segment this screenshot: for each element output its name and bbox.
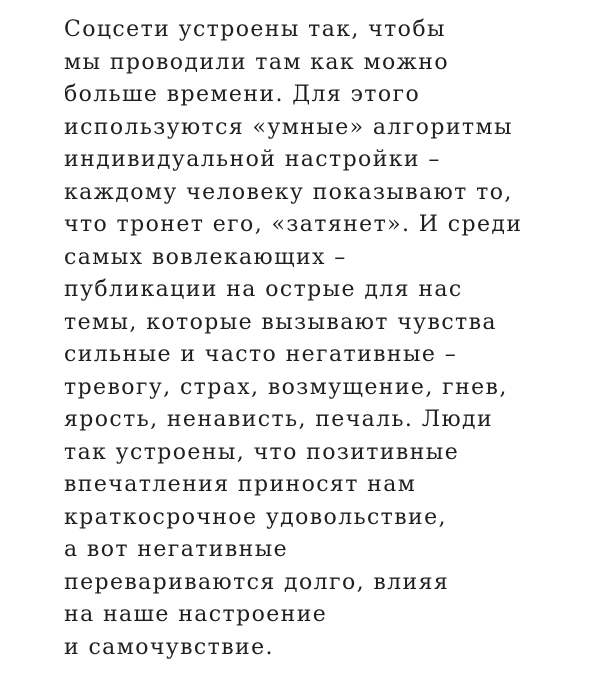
text-line-7: что тронет его, «затянет». И среди [64, 212, 523, 237]
text-line-11: сильные и часто негативные – [64, 342, 458, 367]
text-line-16: краткосрочное удовольствие, [64, 504, 447, 530]
text-line-6: каждому человеку показывают то, [64, 179, 513, 205]
text-line-19: на наше настроение [64, 602, 328, 627]
text-line-10: темы, которые вызывают чувства [64, 309, 497, 335]
text-line-5: индивидуальной настройки – [64, 147, 441, 172]
text-line-1: Соцсети устроены так, чтобы [64, 17, 446, 42]
text-line-12: тревогу, страх, возмущение, гнев, [64, 374, 508, 400]
text-line-18: перевариваются долго, влияя [64, 569, 450, 595]
text-line-14: так устроены, что позитивные [64, 439, 460, 465]
text-line-8: самых вовлекающих – [64, 244, 347, 270]
text-line-20: и самочувствие. [64, 634, 274, 660]
text-line-9: публикации на острые для нас [64, 277, 463, 302]
text-line-13: ярость, ненависть, печаль. Люди [64, 407, 494, 432]
article-text [64, 14, 584, 664]
text-line-2: мы проводили там как можно [64, 49, 449, 75]
text-line-3: больше времени. Для этого [64, 82, 421, 107]
text-line-4: используются «умные» алгоритмы [64, 114, 513, 140]
text-line-17: а вот негативные [64, 537, 289, 562]
text-line-15: впечатления приносят нам [64, 472, 417, 497]
